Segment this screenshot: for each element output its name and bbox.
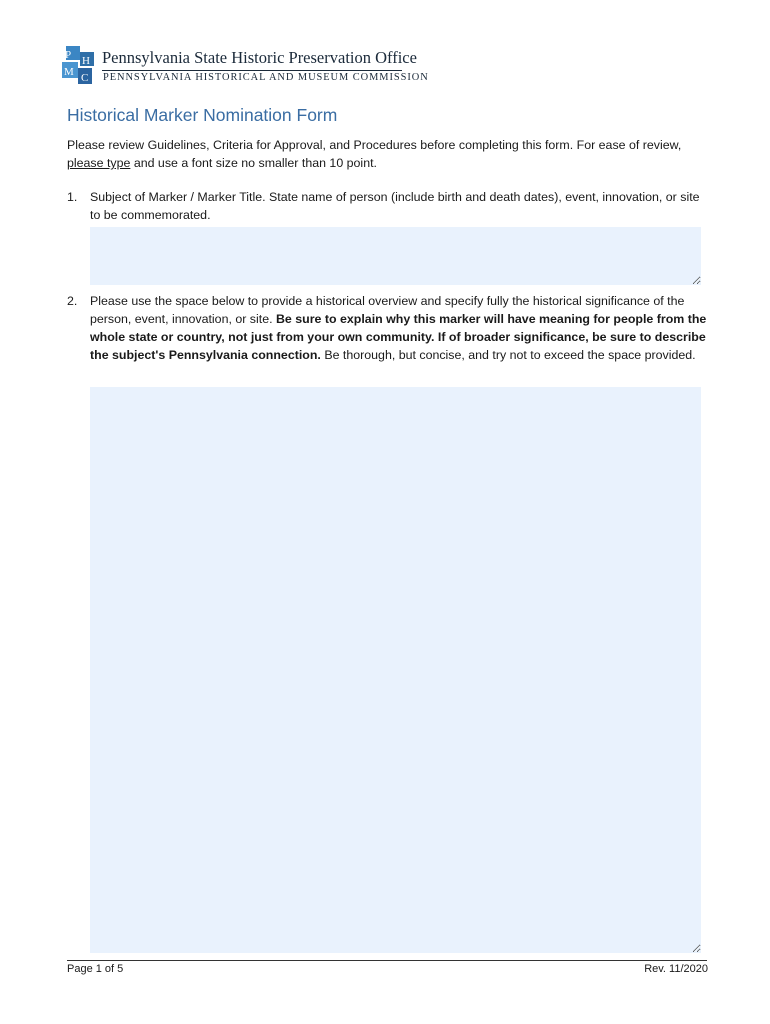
question-2 [67, 292, 707, 364]
historical-overview-field[interactable] [90, 387, 701, 953]
marker-title-field[interactable] [90, 227, 701, 285]
intro-text-part2: and use a font size no smaller than 10 point. [130, 156, 377, 170]
intro-text-part1: Please review Guidelines, Criteria for Approval, and Procedures before completing this form. For ease of review, [67, 138, 682, 152]
page-number: Page 1 of 5 [67, 963, 124, 975]
revision-date: Rev. 11/2020 [644, 963, 708, 975]
svg-text:C: C [81, 72, 89, 84]
question-text: Subject of Marker / Marker Title. State name of person (include birth and death dates), event, innovation, or site to be commemorated. [90, 190, 700, 222]
question-text-part2: Be thorough, but concise, and try not to exceed the space provided. [320, 348, 696, 362]
svg-text:M: M [64, 66, 74, 78]
footer-divider [67, 960, 707, 961]
svg-text:P: P [65, 49, 72, 61]
question-number: 2. [67, 294, 78, 308]
header-divider [102, 70, 402, 71]
question-text-part1: Please use the space below to provide a historical overview and specify fully the historical significance of the person, event, innovation, or site. [90, 294, 685, 326]
intro-text [67, 136, 707, 172]
svg-text:H: H [82, 55, 90, 67]
intro-underlined: please type [67, 156, 131, 170]
question-number: 1. [67, 190, 78, 204]
question-1 [67, 188, 707, 224]
page-title: Historical Marker Nomination Form [67, 105, 338, 125]
phmc-logo-icon [60, 44, 104, 88]
question-text [90, 292, 707, 364]
header-logo [60, 44, 429, 90]
org-title: Pennsylvania State Historic Preservation Office [102, 48, 417, 67]
question-text-bold: Be sure to explain why this marker will have meaning for people from the whole state or country, not just from your own community. If of broader significance, be sure to describe the subject's Pennsylvania connection. [90, 312, 707, 362]
org-subtitle: PENNSYLVANIA HISTORICAL AND MUSEUM COMMISSION [103, 72, 429, 83]
